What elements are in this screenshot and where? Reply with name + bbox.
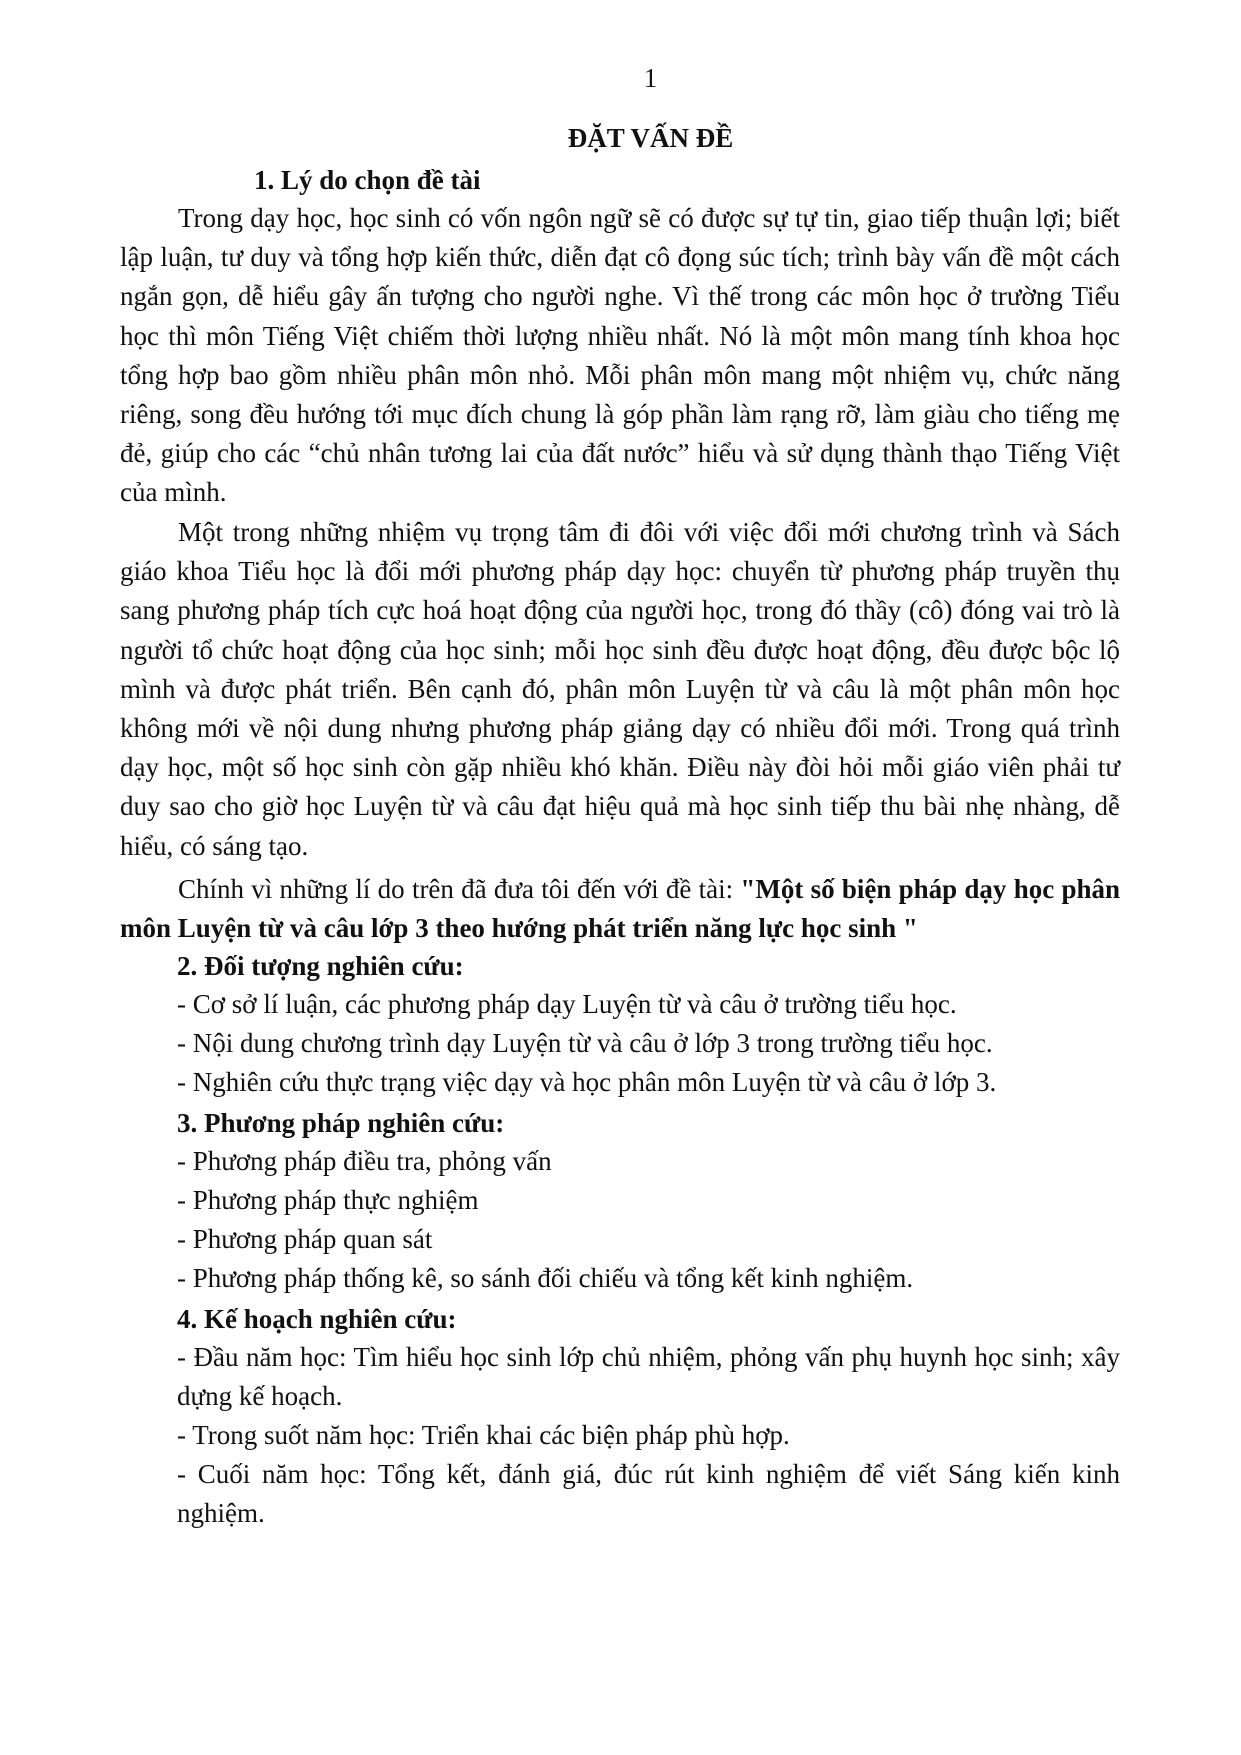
section-4-heading: 4. Kế hoạch nghiên cứu: [177, 1304, 457, 1334]
list-item: - Đầu năm học: Tìm hiểu học sinh lớp chủ nhiệm, phỏng vấn phụ huynh học sinh; xây dựng kế hoạch. [177, 1342, 1120, 1412]
section-1-paragraph-2: Một trong những nhiệm vụ trọng tâm đi đôi với việc đổi mới chương trình và Sách giáo khoa Tiểu học là đổi mới phương pháp dạy học: chuyển từ phương pháp truyền thụ sang phương pháp tích cực hoá hoạt động của người học, trong đó thầy (cô) đóng vai trò là người tổ chức hoạt động của học sinh; mỗi học sinh đều được hoạt động, đều được bộc lộ mình và được phát triển. Bên cạnh đó, phân môn Luyện từ và câu là một phân môn học không mới về nội dung nhưng phương pháp giảng dạy có nhiều đổi mới. Trong quá trình dạy học, một số học sinh còn gặp nhiều khó khăn. Điều này đòi hỏi mỗi giáo viên phải tư duy sao cho giờ học Luyện từ và câu đạt hiệu quả mà học sinh tiếp thu bài nhẹ nhàng, dễ hiểu, có sáng tạo. [120, 517, 1120, 861]
list-item: - Nội dung chương trình dạy Luyện từ và câu ở lớp 3 trong trường tiểu học. [177, 1028, 993, 1058]
section-2-heading: 2. Đối tượng nghiên cứu: [177, 951, 464, 981]
list-item: - Phương pháp thực nghiệm [177, 1185, 479, 1215]
topic-title: "Một số biện pháp dạy học phân môn Luyện từ và câu lớp 3 theo hướng phát triển năng lực học sinh " [120, 874, 1121, 944]
section-3-heading: 3. Phương pháp nghiên cứu: [177, 1108, 505, 1138]
page-title: ĐẶT VẤN ĐỀ [567, 123, 734, 153]
list-item: - Phương pháp điều tra, phỏng vấn [177, 1146, 552, 1176]
section-1-heading: 1. Lý do chọn đề tài [254, 165, 481, 195]
list-item: - Cuối năm học: Tổng kết, đánh giá, đúc rút kinh nghiệm để viết Sáng kiến kinh nghiệm. [177, 1459, 1120, 1529]
list-item: - Nghiên cứu thực trạng việc dạy và học phân môn Luyện từ và câu ở lớp 3. [177, 1067, 997, 1097]
list-item: - Phương pháp thống kê, so sánh đối chiếu và tổng kết kinh nghiệm. [177, 1263, 914, 1293]
list-item: - Trong suốt năm học: Triển khai các biện pháp phù hợp. [177, 1420, 790, 1450]
topic-statement [120, 870, 1120, 948]
page-number: 1 [643, 63, 658, 93]
list-item: - Cơ sở lí luận, các phương pháp dạy Luyện từ và câu ở trường tiểu học. [177, 989, 957, 1019]
list-item: - Phương pháp quan sát [177, 1224, 433, 1254]
topic-intro: Chính vì những lí do trên đã đưa tôi đến với đề tài: [178, 874, 741, 904]
section-1-paragraph-1: Trong dạy học, học sinh có vốn ngôn ngữ sẽ có được sự tự tin, giao tiếp thuận lợi; biết lập luận, tư duy và tổng hợp kiến thức, diễn đạt cô đọng súc tích; trình bày vấn đề một cách ngắn gọn, dễ hiểu gây ấn tượng cho người nghe. Vì thế trong các môn học ở trường Tiểu học thì môn Tiếng Việt chiếm thời lượng nhiều nhất. Nó là một môn mang tính khoa học tổng hợp bao gồm nhiều phân môn nhỏ. Mỗi phân môn mang một nhiệm vụ, chức năng riêng, song đều hướng tới mục đích chung là góp phần làm rạng rỡ, làm giàu cho tiếng mẹ đẻ, giúp cho các “chủ nhân tương lai của đất nước” hiểu và sử dụng thành thạo Tiếng Việt của mình. [120, 203, 1120, 508]
